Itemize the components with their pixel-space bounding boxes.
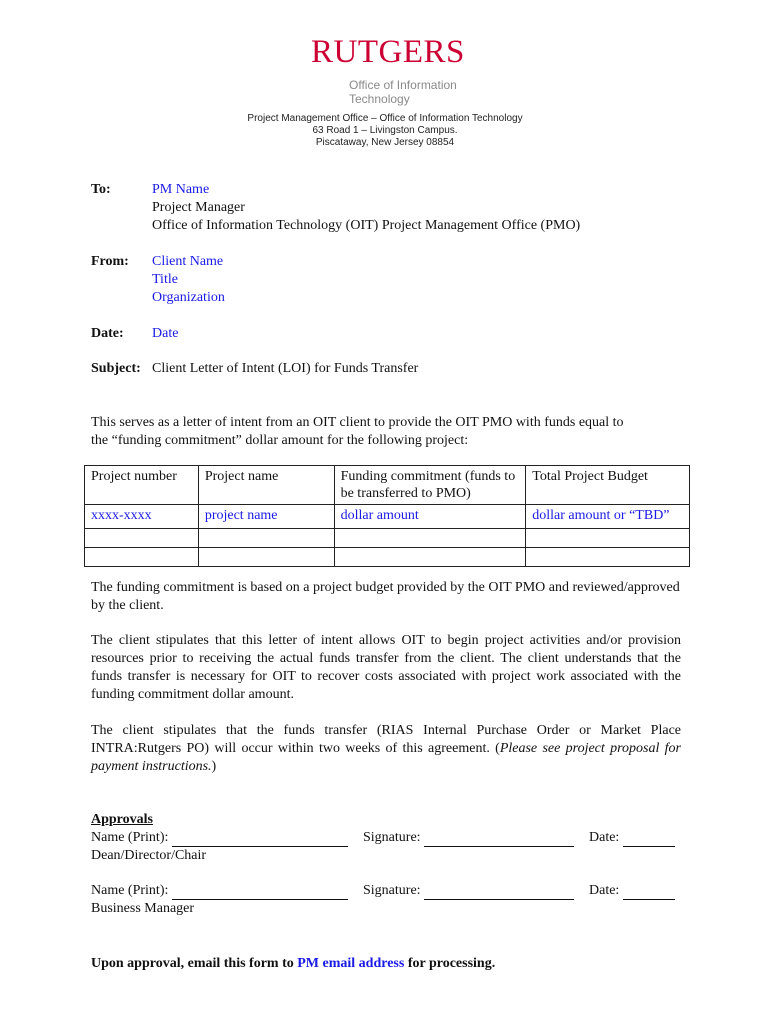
approver2-signature-field[interactable] (424, 884, 574, 900)
pm-email-link[interactable]: PM email address (297, 956, 405, 971)
approver2-signature-label: Signature: (363, 883, 421, 898)
header-line-2: 63 Road 1 – Livingston Campus. (312, 125, 458, 136)
funds-transfer-text: The client stipulates that the funds transfer (RIAS Internal Purchase Order or Market Place INTRA:Rutgers PO) will occur within two weeks of this agreement. ( (91, 723, 681, 756)
header-funding-commitment: Funding commitment (funds to be transferred to PMO) (334, 466, 526, 505)
header-line-3: Piscataway, New Jersey 08854 (315, 137, 455, 148)
approvals-heading: Approvals (91, 812, 153, 827)
logo-subtitle-line1: Office of Information (349, 78, 457, 92)
table-cell[interactable] (334, 548, 526, 567)
funding-table (84, 465, 690, 567)
intro-line-2: the “funding commitment” dollar amount for the following project: (91, 433, 469, 448)
to-title: Project Manager (152, 200, 245, 215)
table-row (85, 529, 690, 548)
date-value: Date (152, 326, 179, 341)
approver1-name-label: Name (Print): (91, 830, 169, 845)
cell-funding-amount[interactable]: dollar amount (334, 505, 526, 529)
table-cell[interactable] (526, 529, 690, 548)
date-label: Date: (91, 326, 124, 341)
to-label: To: (91, 182, 111, 197)
header-line-1: Project Management Office – Office of Information Technology (247, 113, 523, 124)
paragraph-budget-basis: The funding commitment is based on a project budget provided by the OIT PMO and reviewed/approved by the client. (91, 580, 680, 613)
table-cell[interactable] (85, 548, 199, 567)
table-header-row (85, 466, 690, 505)
approver1-signature-field[interactable] (424, 831, 574, 847)
footer-text-before: Upon approval, email this form to (91, 956, 298, 971)
approver2-signature-row (363, 882, 574, 900)
table-cell[interactable] (85, 529, 199, 548)
cell-project-name[interactable]: project name (198, 505, 334, 529)
footer-instruction (91, 955, 495, 973)
to-name: PM Name (152, 182, 210, 197)
approver1-date-label: Date: (589, 830, 620, 845)
rutgers-logo (311, 36, 471, 108)
logo-wordmark: RUTGERS (311, 34, 465, 70)
approver2-date-label: Date: (589, 883, 620, 898)
paragraph-letter-of-intent: The client stipulates that this letter of intent allows OIT to begin project activities and/or provision resources prior to receiving the actual funds transfer from the client. The client understands that the funds transfer is necessary for OIT to recover costs associated with project work associated with the funding commitment dollar amount. (91, 633, 681, 702)
approver1-date-field[interactable] (623, 831, 675, 847)
approver2-name-label: Name (Print): (91, 883, 169, 898)
table-cell[interactable] (526, 548, 690, 567)
from-organization: Organization (152, 290, 225, 305)
paragraph-funds-transfer (91, 722, 681, 776)
from-name: Client Name (152, 254, 224, 269)
cell-total-budget[interactable]: dollar amount or “TBD” (526, 505, 690, 529)
to-organization: Office of Information Technology (OIT) Project Management Office (PMO) (152, 218, 581, 233)
approver2-date-field[interactable] (623, 884, 675, 900)
from-title: Title (152, 272, 178, 287)
payment-instructions-note: Please see project proposal for payment instructions. (91, 741, 681, 774)
approver1-role: Dean/Director/Chair (91, 848, 207, 863)
from-label: From: (91, 254, 129, 269)
footer-text-after: for processing. (404, 956, 496, 971)
table-cell[interactable] (198, 548, 334, 567)
approver1-date-row (589, 829, 675, 847)
approver1-signature-row (363, 829, 574, 847)
table-row (85, 505, 690, 529)
approver1-name-field[interactable] (172, 831, 348, 847)
table-cell[interactable] (198, 529, 334, 548)
approver1-signature-label: Signature: (363, 830, 421, 845)
approver2-name-row (91, 882, 348, 900)
header-project-number: Project number (85, 466, 199, 505)
header-project-name: Project name (198, 466, 334, 505)
subject-label: Subject: (91, 361, 141, 376)
approver2-name-field[interactable] (172, 884, 348, 900)
funds-transfer-close: ) (211, 759, 217, 774)
logo-subtitle-line2: Technology (349, 92, 410, 106)
cell-project-number[interactable]: xxxx-xxxx (85, 505, 199, 529)
approver2-role: Business Manager (91, 901, 195, 916)
subject-value: Client Letter of Intent (LOI) for Funds Transfer (152, 361, 419, 376)
intro-line-1: This serves as a letter of intent from an OIT client to provide the OIT PMO with funds equal to (91, 415, 624, 430)
header-total-budget: Total Project Budget (526, 466, 690, 505)
approver2-date-row (589, 882, 675, 900)
table-cell[interactable] (334, 529, 526, 548)
table-row (85, 548, 690, 567)
approver1-name-row (91, 829, 348, 847)
